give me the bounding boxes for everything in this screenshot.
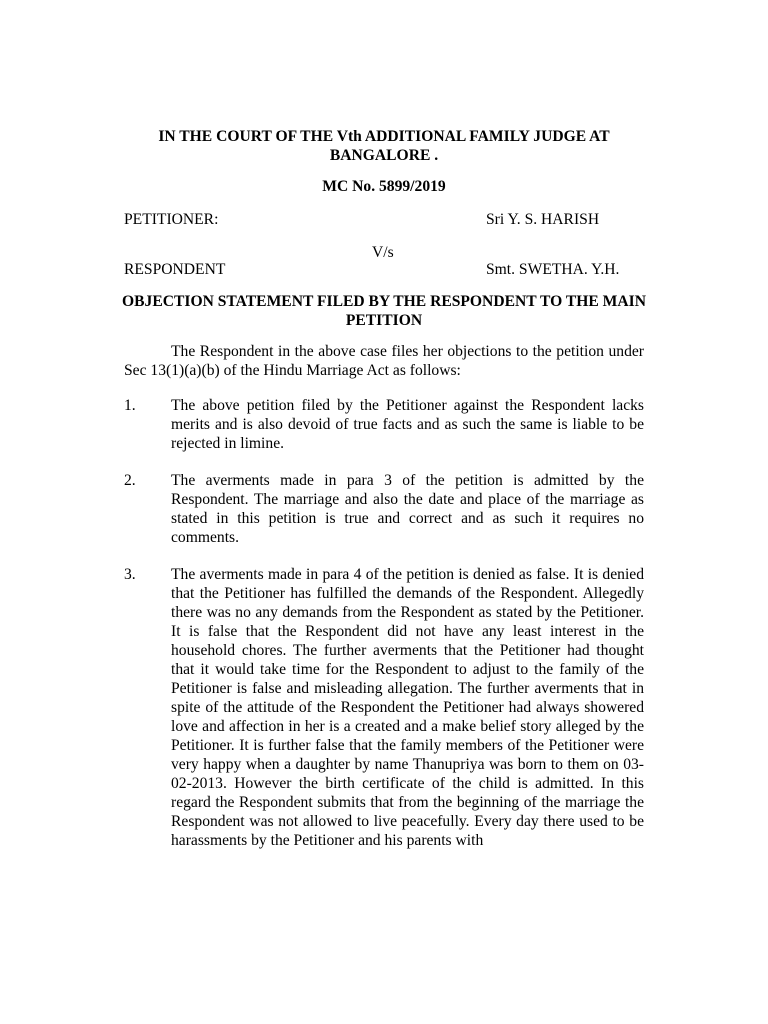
court-title: IN THE COURT OF THE Vth ADDITIONAL FAMILY JUDGE AT BANGALORE . (158, 128, 610, 164)
paragraph-number: 3. (124, 566, 136, 583)
paragraph-number: 1. (124, 397, 136, 414)
intro-paragraph: The Respondent in the above case files her objections to the petition under Sec 13(1)(a)(b) of the Hindu Marriage Act as follows: (124, 343, 644, 379)
paragraph-3 (124, 565, 644, 850)
respondent-name: Smt. SWETHA. Y.H. (486, 261, 620, 278)
paragraph-text: The averments made in para 3 of the petition is admitted by the Respondent. The marriage and also the date and place of the marriage as stated in this petition is true and correct and as such it requires no comments. (171, 472, 644, 546)
case-number: MC No. 5899/2019 (322, 178, 446, 195)
petitioner-name: Sri Y. S. HARISH (486, 211, 600, 228)
statement-heading: OBJECTION STATEMENT FILED BY THE RESPONDENT TO THE MAIN PETITION (122, 293, 646, 329)
paragraph-text: The averments made in para 4 of the petition is denied as false. It is denied that the Petitioner has fulfilled the demands of the Respondent. Allegedly there was no any demands from the Respondent as stated by the Petitioner. It is false that the Respondent did not have any least interest in the household chores. The further averments that the Petitioner had thought that it would take time for the Respondent to adjust to the family of the Petitioner is false and misleading allegation. The further averments that in spite of the attitude of the Respondent the Petitioner had always showered love and affection in her is a created and a make belief story alleged by the Petitioner. It is further false that the family members of the Petitioner were very happy when a daughter by name Thanupriya was born to them on 03-02-2013. However the birth certificate of the child is admitted. In this regard the Respondent submits that from the beginning of the marriage the Respondent was not allowed to live peacefully. Every day there used to be harassments by the Petitioner and his parents with (171, 566, 644, 849)
respondent-label: RESPONDENT (124, 261, 226, 278)
paragraph-number: 2. (124, 472, 136, 489)
petitioner-label: PETITIONER: (124, 211, 219, 228)
paragraph-2 (124, 471, 644, 547)
paragraph-1 (124, 396, 644, 453)
versus-label: V/s (372, 244, 394, 261)
paragraph-text: The above petition filed by the Petitioner against the Respondent lacks merits and is also devoid of true facts and as such the same is liable to be rejected in limine. (171, 397, 644, 452)
